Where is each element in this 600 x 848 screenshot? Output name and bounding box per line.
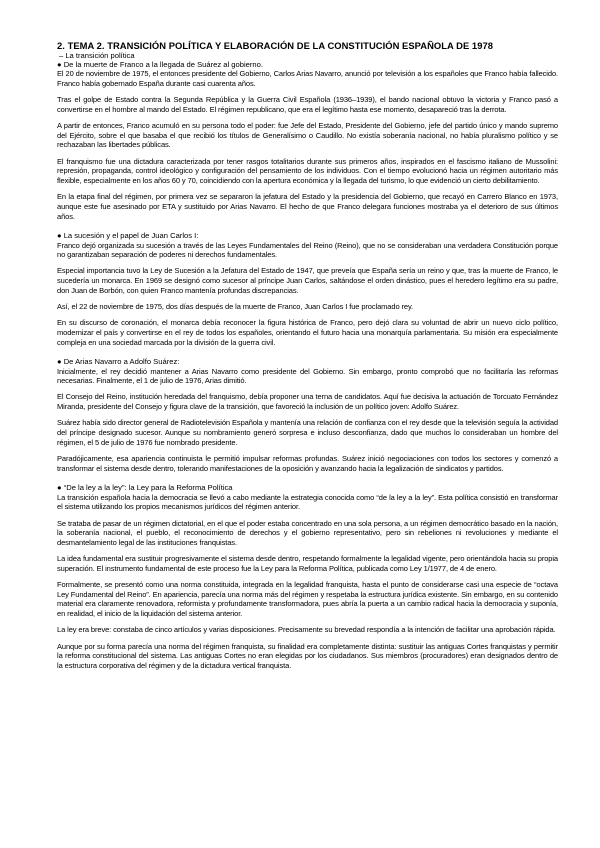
section-heading: ● De la muerte de Franco a la llegada de Suárez al gobierno. [57,60,263,69]
paragraph: El franquismo fue una dictadura caracterizada por tener rasgos totalitarios durante sus primeros años, inspirados en el fascismo italiano de Mussolini: represión, propaganda, control ideológico y configuración del pensamiento de los individuos. Con el tiempo evolucionó hacia un régimen autoritario más flexible, especialmente en los años 60 y 70, coincidiendo con la apertura económica y la llegada del turismo, lo que evidenció un cierto debilitamiento. [57,156,558,186]
paragraph: La idea fundamental era sustituir progresivamente el sistema desde dentro, respetando formalmente la legalidad vigente, pero orientándola hacia su propia superación. El instrumento fundamental de este proceso fue la Ley para la Reforma Política, publicada como Ley 1/1977, de 4 de enero. [57,554,558,573]
document-title: 2. TEMA 2. TRANSICIÓN POLÍTICA Y ELABORACIÓN DE LA CONSTITUCIÓN ESPAÑOLA DE 1978 [57,40,493,51]
paragraph: Suárez había sido director general de Radiotelevisión Española y mantenía una relación de confianza con el rey desde que la televisión seguía la actividad del príncipe designado sucesor. Aunque su nombramiento generó sorpresa e incluso desconfianza, dado que muchos lo consideraban un hombre del régimen, el 5 de julio de 1976 fue nombrado presidente. [57,418,558,447]
section-heading: ● De Arias Navarro a Adolfo Suárez: [57,357,180,367]
paragraph: Paradójicamente, esa apariencia continuista le permitió impulsar reformas profundas. Suárez inició negociaciones con todos los sectores y comenzó a transformar el sistema desde dentro, tolerando manifestaciones de la oposición y avanzando hacia la legalización de sindicatos y partidos. [57,454,558,473]
document-subtitle: – La transición política [59,51,135,60]
paragraph: Se trataba de pasar de un régimen dictatorial, en el que el poder estaba concentrado en una sola persona, a un régimen democrático basado en la nación, la soberanía nacional, el pueblo, el reconocimiento de derechos y el gobierno representativo, pero sin rebeliones ni revoluciones y mediante el desmantelamiento legal de las instituciones franquistas. [57,518,558,547]
paragraph: El 20 de noviembre de 1975, el entonces presidente del Gobierno, Carlos Arias Navarro, anunció por televisión a los españoles que Franco había fallecido. Franco había gobernado España durante casi cuarenta años. [57,69,558,88]
section-arias-to-suarez [57,357,558,473]
section-political-reform-law [57,483,558,670]
paragraph: Tras el golpe de Estado contra la Segunda República y la Guerra Civil Española (1936–1939), el bando nacional obtuvo la victoria y Franco pasó a convertirse en el hombre al mando del Estado. El régimen republicano, que era el legítimo hasta ese momento, desapareció tras la derrota. [57,95,558,114]
section-heading: ● La sucesión y el papel de Juan Carlos I: [57,231,199,241]
paragraph: La transición española hacia la democracia se llevó a cabo mediante la estrategia conocida como “de la ley a la ley”. Esta política consistió en transformar el sistema utilizando los propios mecanismos jurídicos del régimen anterior. [57,492,558,512]
paragraph: Especial importancia tuvo la Ley de Sucesión a la Jefatura del Estado de 1947, que preveía que España sería un reino y que, tras la muerte de Franco, le sucedería un monarca. En 1969 se designó como sucesor al príncipe Juan Carlos, saltándose el orden dinástico, pues el heredero legítimo era su padre, don Juan de Borbón, con quien Franco mantenía profundas discrepancias. [57,266,558,295]
section-franco-to-suarez [57,60,558,221]
paragraph: En la etapa final del régimen, por primera vez se separaron la jefatura del Estado y la presidencia del Gobierno, que recayó en Carrero Blanco en 1973, aunque este fue asesinado por ETA y sustituido por Arias Navarro. El hecho de que Franco delegara funciones mostraba ya el deterioro de sus últimos años. [57,192,558,221]
paragraph: Inicialmente, el rey decidió mantener a Arias Navarro como presidente del Gobierno. Sin embargo, pronto comprobó que no facilitaría las reformas necesarias. Finalmente, el 1 de julio de 1976, Arias dimitió. [57,366,558,386]
paragraph: A partir de entonces, Franco acumuló en su persona todo el poder: fue Jefe del Estado, Presidente del Gobierno, jefe del partido único y mando supremo del Ejército, sobre el que basaba el que recibió los títulos de Generalísimo o Caudillo. No existía soberanía nacional, no había pluralismo político y se rechazaban las libertades públicas. [57,121,558,150]
section-heading: ● “De la ley a la ley”: la Ley para la Reforma Política [57,483,233,493]
paragraph: El Consejo del Reino, institución heredada del franquismo, debía proponer una terna de candidatos. Aquí fue decisiva la actuación de Torcuato Fernández Miranda, presidente del Consejo y figura clave de la transición, que favoreció la inclusión de un político joven: Adolfo Suárez. [57,392,558,412]
paragraph: Así, el 22 de noviembre de 1975, dos días después de la muerte de Franco, Juan Carlos I fue proclamado rey. [57,302,414,312]
section-succession-juan-carlos [57,231,558,347]
paragraph: Formalmente, se presentó como una norma constituida, integrada en la legalidad franquista, hasta el punto de considerarse casi una especie de “octava Ley Fundamental del Reino”. En apariencia, parecía una norma más del régimen y respetaba la estructura jurídica existente. Sin embargo, en su contenido material era claramente renovadora, reformista y profundamente transformadora, pues abría la puerta a un cambio radical hacia la democracia y suponía, en realidad, el inicio de la liquidación del sistema anterior. [57,580,558,619]
paragraph: Franco dejó organizada su sucesión a través de las Leyes Fundamentales del Reino (Reino), que no se consideraban una verdadera Constitución porque no garantizaban separación de poderes ni derechos fundamentales. [57,240,558,260]
paragraph: La ley era breve: constaba de cinco artículos y varias disposiciones. Precisamente su brevedad respondía a la intención de facilitar una aprobación rápida. [57,625,556,635]
paragraph: Aunque por su forma parecía una norma del régimen franquista, su finalidad era completamente distinta: sustituir las antiguas Cortes franquistas y permitir la reforma constitucional del sistema. Las antiguas Cortes no eran elegidas por los ciudadanos. Sus miembros (procuradores) eran designados dentro de la estructura corporativa del régimen y de la dictadura vertical franquista. [57,641,558,670]
paragraph: En su discurso de coronación, el monarca debía reconocer la figura histórica de Franco, pero dejó clara su voluntad de abrir un nuevo ciclo político, modernizar el país y convertirse en el rey de todos los españoles, orientando el futuro hacia una monarquía parlamentaria. Su misión era especialmente compleja en una sociedad marcada por la división de la guerra civil. [57,318,558,347]
